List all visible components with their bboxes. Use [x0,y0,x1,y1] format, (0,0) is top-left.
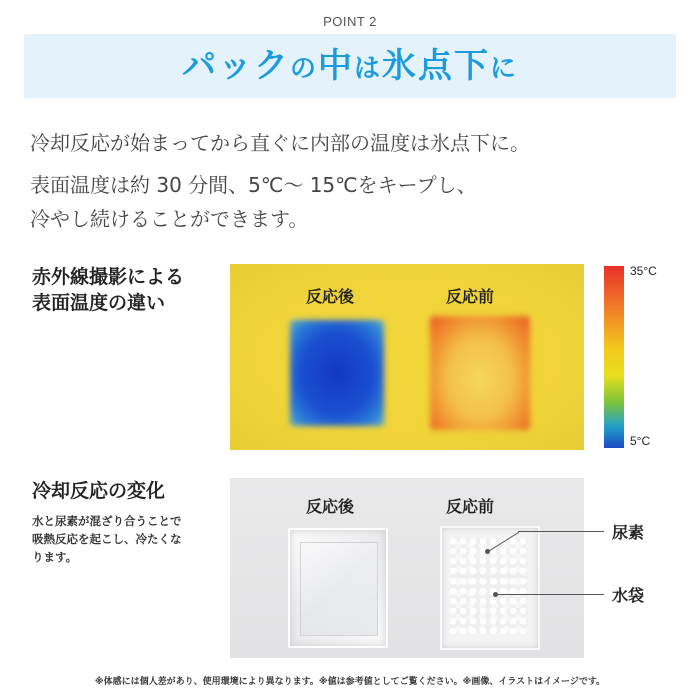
intro-line-2: 表面温度は約 30 分間、5℃～ 15℃をキープし、 [30,173,477,197]
callout-water-bag-line [496,594,604,595]
change-section-title: 冷却反応の変化 [32,480,166,502]
scale-min-label: 5°C [630,434,651,448]
thermal-before-pack [430,316,530,430]
photo-label-after: 反応後 [306,497,355,516]
change-desc-line-1: 水と尿素が混ざり合うことで [32,514,182,528]
title-part: 中 [317,46,354,86]
thermal-label-after: 反応後 [306,287,355,306]
title-part: の [289,54,318,84]
point-label: POINT 2 [323,14,377,29]
callout-water-bag-label: 水袋 [612,586,645,605]
pack-before-reaction [440,526,540,650]
thermal-image [230,264,584,450]
pack-photo [230,478,584,658]
change-desc-line-2: 吸熱反応を起こし、冷たくな [32,532,182,546]
title-part: パック [181,46,290,86]
pack-after-reaction [288,528,388,648]
title-part: 氷点下 [382,46,490,86]
intro-line-1: 冷却反応が始まってから直ぐに内部の温度は氷点下に。 [30,131,530,155]
thermal-after-pack [290,320,384,426]
temperature-scale-bar [604,266,624,448]
callout-urea-label: 尿素 [612,523,645,542]
thermal-label-before: 反応前 [446,287,495,306]
footnote: ※体感には個人差があり、使用環境により異なります。※値は参考値としてご覧ください。※画像、イラストはイメージです。 [94,677,606,687]
thermal-section-title-line-1: 赤外線撮影による [32,266,185,288]
callout-urea-line [518,531,604,532]
title-part: に [490,54,519,84]
thermal-section-title-line-2: 表面温度の違い [32,292,166,314]
photo-label-before: 反応前 [446,497,495,516]
intro-line-3: 冷やし続けることができます。 [30,207,309,231]
page-title [0,38,700,97]
pack-after-inner [300,542,378,636]
title-part: は [353,54,382,84]
change-desc-line-3: ります。 [32,550,78,564]
scale-max-label: 35°C [630,264,657,278]
